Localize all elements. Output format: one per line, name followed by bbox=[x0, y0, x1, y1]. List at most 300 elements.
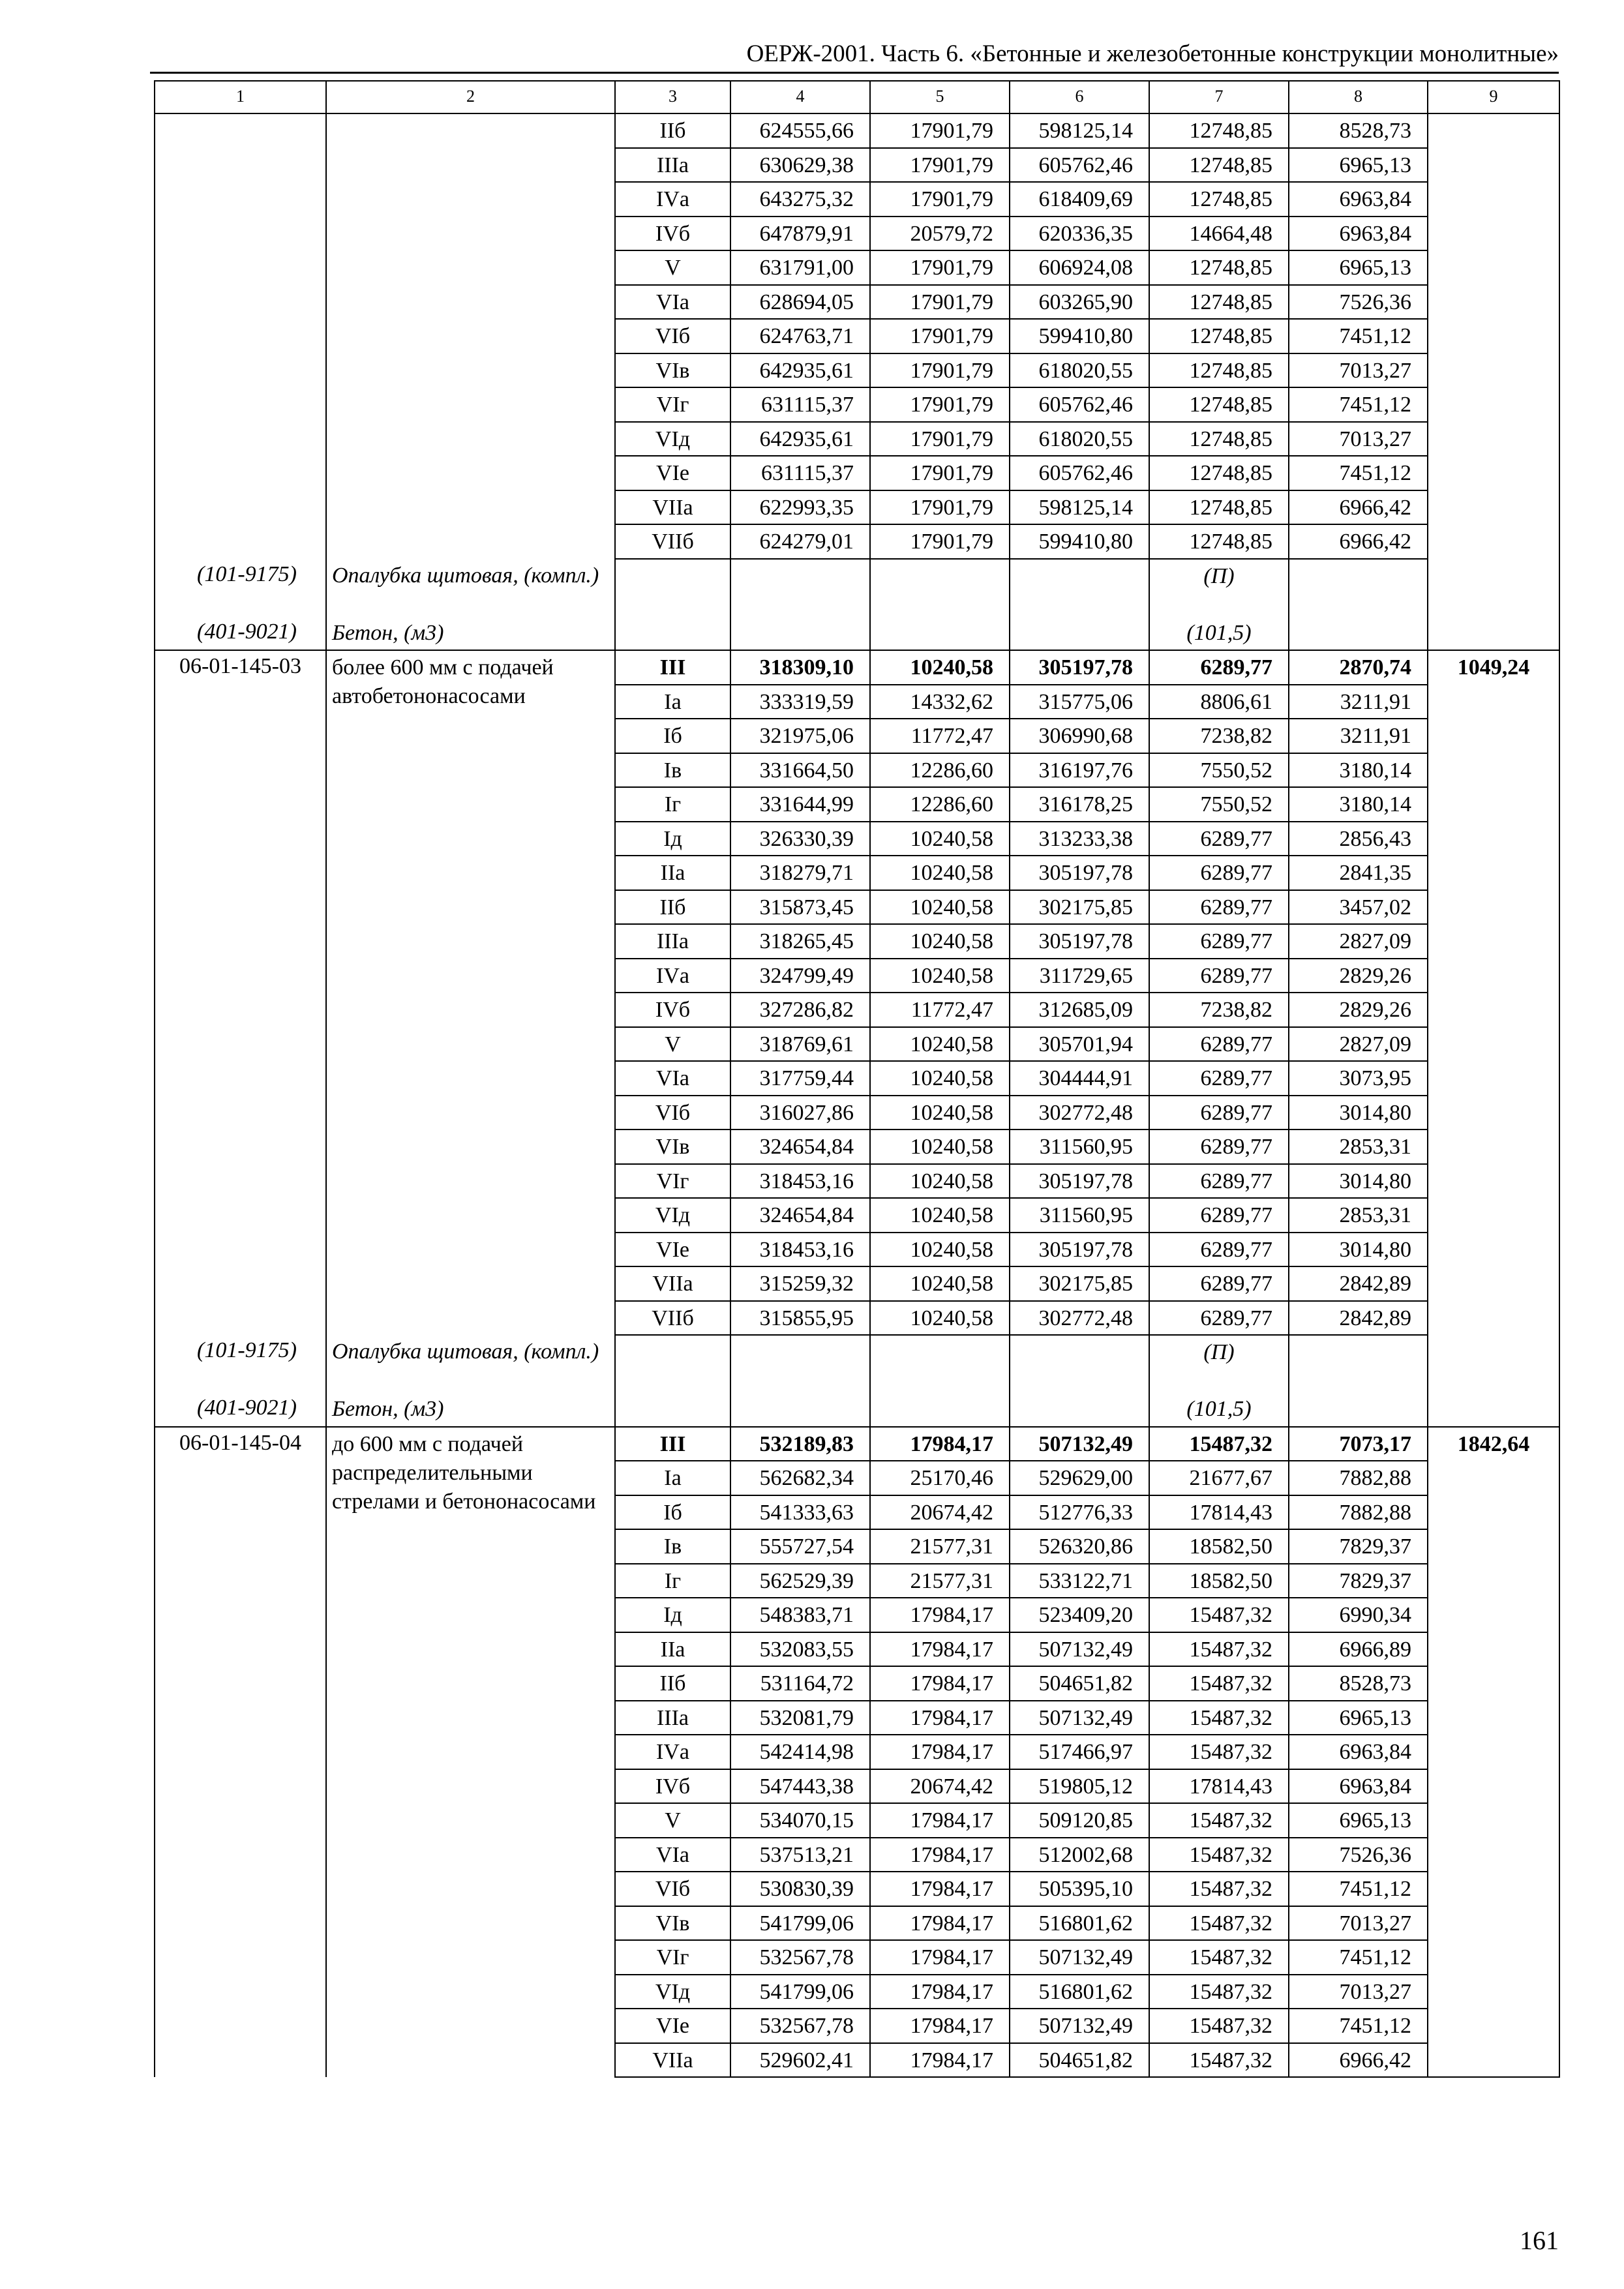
value-cell: 7526,36 bbox=[1289, 1838, 1428, 1872]
value-cell: 15487,32 bbox=[1149, 1735, 1289, 1769]
zone-cell: V bbox=[615, 1027, 730, 1062]
value-cell: 10240,58 bbox=[870, 1198, 1010, 1233]
value-cell: 622993,35 bbox=[730, 490, 870, 525]
value-cell: 17984,17 bbox=[870, 2043, 1010, 2078]
zone-cell: Iв bbox=[615, 1529, 730, 1564]
value-cell: 20674,42 bbox=[870, 1769, 1010, 1804]
value-cell: 533122,71 bbox=[1010, 1564, 1149, 1598]
formwork-code: (101-9175) bbox=[155, 1335, 326, 1392]
zone-cell: IVа bbox=[615, 1735, 730, 1769]
value-cell: 317759,44 bbox=[730, 1061, 870, 1096]
value-cell: 7882,88 bbox=[1289, 1495, 1428, 1530]
value-cell: 305701,94 bbox=[1010, 1027, 1149, 1062]
column-number: 4 bbox=[730, 81, 870, 113]
value-cell: 3014,80 bbox=[1289, 1096, 1428, 1130]
value-cell: 10240,58 bbox=[870, 822, 1010, 856]
value-cell: 17901,79 bbox=[870, 387, 1010, 422]
value-cell: 618409,69 bbox=[1010, 182, 1149, 217]
value-cell: 17984,17 bbox=[870, 1632, 1010, 1667]
zone-cell: VIа bbox=[615, 285, 730, 320]
formwork-quantity: (П) bbox=[1149, 559, 1289, 616]
value-cell: 529602,41 bbox=[730, 2043, 870, 2078]
value-cell: 3211,91 bbox=[1289, 719, 1428, 753]
value-cell: 17901,79 bbox=[870, 353, 1010, 388]
value-cell: 599410,80 bbox=[1010, 524, 1149, 559]
zone-cell: VIб bbox=[615, 1872, 730, 1906]
zone-cell: IIб bbox=[615, 1666, 730, 1701]
empty-cell bbox=[870, 1392, 1010, 1427]
value-cell: 3180,14 bbox=[1289, 753, 1428, 788]
value-cell: 315259,32 bbox=[730, 1266, 870, 1301]
value-cell: 6289,77 bbox=[1149, 856, 1289, 890]
value-cell: 598125,14 bbox=[1010, 113, 1149, 148]
rate-code: 06-01-145-03 bbox=[155, 650, 326, 1335]
value-cell: 302772,48 bbox=[1010, 1096, 1149, 1130]
value-cell: 12748,85 bbox=[1149, 319, 1289, 353]
zone-cell: VIа bbox=[615, 1061, 730, 1096]
value-cell: 324799,49 bbox=[730, 959, 870, 993]
value-cell: 17984,17 bbox=[870, 1701, 1010, 1735]
value-cell: 6990,34 bbox=[1289, 1598, 1428, 1632]
value-cell: 318769,61 bbox=[730, 1027, 870, 1062]
zone-cell: Iа bbox=[615, 1461, 730, 1495]
zone-cell: IIIа bbox=[615, 1701, 730, 1735]
value-cell: 17901,79 bbox=[870, 148, 1010, 183]
empty-cell bbox=[730, 616, 870, 651]
value-cell: 620336,35 bbox=[1010, 217, 1149, 251]
value-cell: 6289,77 bbox=[1149, 1233, 1289, 1267]
zone-cell: Iб bbox=[615, 719, 730, 753]
value-cell: 562529,39 bbox=[730, 1564, 870, 1598]
value-cell: 507132,49 bbox=[1010, 1427, 1149, 1461]
formwork-resource-row bbox=[155, 559, 1559, 616]
value-cell: 7013,27 bbox=[1289, 1975, 1428, 2009]
value-cell: 15487,32 bbox=[1149, 1906, 1289, 1941]
value-cell: 17901,79 bbox=[870, 524, 1010, 559]
value-cell: 311560,95 bbox=[1010, 1130, 1149, 1164]
formwork-code: (101-9175) bbox=[155, 559, 326, 616]
value-cell: 6966,42 bbox=[1289, 524, 1428, 559]
concrete-quantity: (101,5) bbox=[1149, 616, 1289, 651]
value-cell: 318453,16 bbox=[730, 1164, 870, 1199]
formwork-name: Опалубка щитовая, (компл.) bbox=[326, 559, 615, 616]
value-cell: 10240,58 bbox=[870, 1027, 1010, 1062]
value-cell: 12748,85 bbox=[1149, 387, 1289, 422]
value-cell: 17984,17 bbox=[870, 1735, 1010, 1769]
rate-description: более 600 мм с подачей автобетононасосами bbox=[326, 650, 615, 1335]
empty-cell bbox=[615, 616, 730, 651]
value-cell: 630629,38 bbox=[730, 148, 870, 183]
rate-row bbox=[155, 1427, 1559, 1461]
value-cell: 7526,36 bbox=[1289, 285, 1428, 320]
value-cell: 10240,58 bbox=[870, 1164, 1010, 1199]
value-cell: 20579,72 bbox=[870, 217, 1010, 251]
rate-row bbox=[155, 650, 1559, 685]
value-cell: 14664,48 bbox=[1149, 217, 1289, 251]
value-cell: 15487,32 bbox=[1149, 1701, 1289, 1735]
column-number: 6 bbox=[1010, 81, 1149, 113]
value-cell: 15487,32 bbox=[1149, 1427, 1289, 1461]
value-cell: 17984,17 bbox=[870, 1803, 1010, 1838]
value-cell: 548383,71 bbox=[730, 1598, 870, 1632]
value-cell: 10240,58 bbox=[870, 650, 1010, 685]
value-cell: 647879,91 bbox=[730, 217, 870, 251]
value-cell: 17901,79 bbox=[870, 319, 1010, 353]
empty-cell bbox=[870, 559, 1010, 616]
value-cell: 7451,12 bbox=[1289, 319, 1428, 353]
zone-cell: IIа bbox=[615, 1632, 730, 1667]
value-cell: 305197,78 bbox=[1010, 856, 1149, 890]
value-cell: 6289,77 bbox=[1149, 1130, 1289, 1164]
empty-cell bbox=[615, 1335, 730, 1392]
value-cell: 2827,09 bbox=[1289, 1027, 1428, 1062]
value-cell: 12748,85 bbox=[1149, 456, 1289, 490]
value-cell: 6965,13 bbox=[1289, 250, 1428, 285]
value-cell: 316197,76 bbox=[1010, 753, 1149, 788]
value-cell: 541799,06 bbox=[730, 1906, 870, 1941]
value-cell: 532081,79 bbox=[730, 1701, 870, 1735]
value-cell: 2842,89 bbox=[1289, 1266, 1428, 1301]
value-cell: 17814,43 bbox=[1149, 1495, 1289, 1530]
value-cell: 2829,26 bbox=[1289, 959, 1428, 993]
value-cell: 643275,32 bbox=[730, 182, 870, 217]
value-cell: 10240,58 bbox=[870, 1266, 1010, 1301]
concrete-code: (401-9021) bbox=[155, 616, 326, 651]
value-cell: 624763,71 bbox=[730, 319, 870, 353]
concrete-name: Бетон, (м3) bbox=[326, 1392, 615, 1427]
zone-cell: IVб bbox=[615, 217, 730, 251]
value-cell: 3180,14 bbox=[1289, 787, 1428, 822]
value-cell: 504651,82 bbox=[1010, 1666, 1149, 1701]
value-cell: 302772,48 bbox=[1010, 1301, 1149, 1336]
price-table-body bbox=[155, 81, 1559, 2077]
value-cell: 312685,09 bbox=[1010, 993, 1149, 1027]
value-cell: 17901,79 bbox=[870, 456, 1010, 490]
value-cell: 318265,45 bbox=[730, 924, 870, 959]
zone-cell: VIг bbox=[615, 387, 730, 422]
value-cell: 599410,80 bbox=[1010, 319, 1149, 353]
value-cell: 15487,32 bbox=[1149, 1666, 1289, 1701]
value-cell: 15487,32 bbox=[1149, 1975, 1289, 2009]
value-cell: 315873,45 bbox=[730, 890, 870, 925]
value-cell: 8528,73 bbox=[1289, 1666, 1428, 1701]
value-cell: 305197,78 bbox=[1010, 924, 1149, 959]
value-cell: 321975,06 bbox=[730, 719, 870, 753]
value-cell: 507132,49 bbox=[1010, 1632, 1149, 1667]
value-cell: 6966,89 bbox=[1289, 1632, 1428, 1667]
value-cell: 7238,82 bbox=[1149, 993, 1289, 1027]
value-cell: 516801,62 bbox=[1010, 1906, 1149, 1941]
zone-cell: VIIб bbox=[615, 524, 730, 559]
value-cell: 12748,85 bbox=[1149, 113, 1289, 148]
value-cell: 12748,85 bbox=[1149, 250, 1289, 285]
value-cell: 15487,32 bbox=[1149, 1632, 1289, 1667]
value-cell: 331664,50 bbox=[730, 753, 870, 788]
zone-cell: VIIа bbox=[615, 1266, 730, 1301]
value-cell: 547443,38 bbox=[730, 1769, 870, 1804]
concrete-resource-row bbox=[155, 1392, 1559, 1427]
price-table bbox=[154, 80, 1560, 2078]
value-cell: 532083,55 bbox=[730, 1632, 870, 1667]
zone-cell: Iб bbox=[615, 1495, 730, 1530]
value-cell: 18582,50 bbox=[1149, 1564, 1289, 1598]
value-cell: 17984,17 bbox=[870, 1666, 1010, 1701]
value-cell: 333319,59 bbox=[730, 685, 870, 719]
rate-description-cell bbox=[326, 113, 615, 559]
value-cell: 3014,80 bbox=[1289, 1164, 1428, 1199]
zone-cell: VIг bbox=[615, 1164, 730, 1199]
value-cell: 6289,77 bbox=[1149, 924, 1289, 959]
concrete-quantity: (101,5) bbox=[1149, 1392, 1289, 1427]
zone-cell: VIб bbox=[615, 319, 730, 353]
value-cell: 512002,68 bbox=[1010, 1838, 1149, 1872]
value-cell: 6289,77 bbox=[1149, 1266, 1289, 1301]
zone-cell: V bbox=[615, 250, 730, 285]
formwork-name: Опалубка щитовая, (компл.) bbox=[326, 1335, 615, 1392]
value-cell: 507132,49 bbox=[1010, 2009, 1149, 2043]
value-cell: 507132,49 bbox=[1010, 1940, 1149, 1975]
value-cell: 6289,77 bbox=[1149, 822, 1289, 856]
value-cell: 6965,13 bbox=[1289, 1701, 1428, 1735]
empty-cell bbox=[1010, 1392, 1149, 1427]
value-cell: 532567,78 bbox=[730, 2009, 870, 2043]
column-number-row bbox=[155, 81, 1559, 113]
empty-cell bbox=[870, 1335, 1010, 1392]
value-cell: 6289,77 bbox=[1149, 1027, 1289, 1062]
zone-cell: IIIа bbox=[615, 924, 730, 959]
value-cell: 2853,31 bbox=[1289, 1198, 1428, 1233]
empty-cell bbox=[1010, 1335, 1149, 1392]
empty-cell bbox=[730, 1335, 870, 1392]
value-cell: 17984,17 bbox=[870, 1975, 1010, 2009]
value-cell: 606924,08 bbox=[1010, 250, 1149, 285]
value-cell: 534070,15 bbox=[730, 1803, 870, 1838]
zone-cell: VIв bbox=[615, 1130, 730, 1164]
zone-cell: VIIб bbox=[615, 1301, 730, 1336]
concrete-name: Бетон, (м3) bbox=[326, 616, 615, 651]
value-cell: 555727,54 bbox=[730, 1529, 870, 1564]
zone-cell: IIа bbox=[615, 856, 730, 890]
empty-cell bbox=[870, 616, 1010, 651]
value-cell: 10240,58 bbox=[870, 1130, 1010, 1164]
zone-cell: Iа bbox=[615, 685, 730, 719]
value-cell: 21677,67 bbox=[1149, 1461, 1289, 1495]
value-cell: 324654,84 bbox=[730, 1198, 870, 1233]
value-cell: 631115,37 bbox=[730, 387, 870, 422]
rate-code-cell bbox=[155, 113, 326, 559]
value-cell: 512776,33 bbox=[1010, 1495, 1149, 1530]
value-cell: 642935,61 bbox=[730, 353, 870, 388]
value-cell: 605762,46 bbox=[1010, 387, 1149, 422]
zone-cell: VIд bbox=[615, 1198, 730, 1233]
value-cell: 25170,46 bbox=[870, 1461, 1010, 1495]
value-cell: 2841,35 bbox=[1289, 856, 1428, 890]
value-cell: 10240,58 bbox=[870, 1096, 1010, 1130]
value-cell: 2827,09 bbox=[1289, 924, 1428, 959]
value-cell: 20674,42 bbox=[870, 1495, 1010, 1530]
value-cell: 12286,60 bbox=[870, 787, 1010, 822]
zone-cell: IVб bbox=[615, 993, 730, 1027]
empty-cell bbox=[1010, 559, 1149, 616]
value-cell: 10240,58 bbox=[870, 1233, 1010, 1267]
formwork-resource-row bbox=[155, 1335, 1559, 1392]
value-cell: 326330,39 bbox=[730, 822, 870, 856]
empty-cell bbox=[1010, 616, 1149, 651]
value-cell: 2842,89 bbox=[1289, 1301, 1428, 1336]
value-cell: 17984,17 bbox=[870, 1427, 1010, 1461]
value-cell: 530830,39 bbox=[730, 1872, 870, 1906]
value-cell: 6965,13 bbox=[1289, 148, 1428, 183]
value-cell: 6289,77 bbox=[1149, 1061, 1289, 1096]
zone-cell: VIд bbox=[615, 1975, 730, 2009]
concrete-code: (401-9021) bbox=[155, 1392, 326, 1427]
value-cell: 2853,31 bbox=[1289, 1130, 1428, 1164]
value-cell: 3014,80 bbox=[1289, 1233, 1428, 1267]
value-cell: 541333,63 bbox=[730, 1495, 870, 1530]
document-header: ОЕРЖ-2001. Часть 6. «Бетонные и железобетонные конструкции монолитные» bbox=[746, 40, 1559, 67]
value-cell: 12286,60 bbox=[870, 753, 1010, 788]
value-cell: 6289,77 bbox=[1149, 959, 1289, 993]
value-cell: 605762,46 bbox=[1010, 456, 1149, 490]
zone-cell: Iг bbox=[615, 787, 730, 822]
value-cell: 6963,84 bbox=[1289, 1769, 1428, 1804]
value-cell: 507132,49 bbox=[1010, 1701, 1149, 1735]
value-cell: 10240,58 bbox=[870, 1301, 1010, 1336]
value-cell: 6289,77 bbox=[1149, 650, 1289, 685]
value-cell: 12748,85 bbox=[1149, 285, 1289, 320]
value-cell: 6965,13 bbox=[1289, 1803, 1428, 1838]
value-cell: 541799,06 bbox=[730, 1975, 870, 2009]
value-cell: 628694,05 bbox=[730, 285, 870, 320]
zone-cell: VIе bbox=[615, 2009, 730, 2043]
value-cell: 15487,32 bbox=[1149, 1598, 1289, 1632]
value-cell: 523409,20 bbox=[1010, 1598, 1149, 1632]
value-cell: 304444,91 bbox=[1010, 1061, 1149, 1096]
column-number: 7 bbox=[1149, 81, 1289, 113]
value-cell: 2856,43 bbox=[1289, 822, 1428, 856]
value-cell: 7451,12 bbox=[1289, 2009, 1428, 2043]
value-cell: 15487,32 bbox=[1149, 2043, 1289, 2078]
zone-cell: VIд bbox=[615, 422, 730, 456]
value-cell: 529629,00 bbox=[1010, 1461, 1149, 1495]
zone-cell: Iд bbox=[615, 1598, 730, 1632]
value-cell: 7451,12 bbox=[1289, 1940, 1428, 1975]
value-cell: 509120,85 bbox=[1010, 1803, 1149, 1838]
empty-cell bbox=[615, 1392, 730, 1427]
zone-cell: VIг bbox=[615, 1940, 730, 1975]
zone-cell: VIIа bbox=[615, 490, 730, 525]
value-cell: 14332,62 bbox=[870, 685, 1010, 719]
zone-cell: VIв bbox=[615, 353, 730, 388]
value-cell: 542414,98 bbox=[730, 1735, 870, 1769]
rate-description: до 600 мм с подачей распределительными стрелами и бетононасосами bbox=[326, 1427, 615, 2078]
value-cell: 316178,25 bbox=[1010, 787, 1149, 822]
column-number: 8 bbox=[1289, 81, 1428, 113]
column-number: 1 bbox=[155, 81, 326, 113]
value-cell: 6963,84 bbox=[1289, 182, 1428, 217]
value-cell: 7829,37 bbox=[1289, 1529, 1428, 1564]
rate-code: 06-01-145-04 bbox=[155, 1427, 326, 2078]
zone-cell: V bbox=[615, 1803, 730, 1838]
zone-cell: VIе bbox=[615, 456, 730, 490]
value-cell: 17901,79 bbox=[870, 182, 1010, 217]
zone-cell: Iд bbox=[615, 822, 730, 856]
value-cell: 10240,58 bbox=[870, 1061, 1010, 1096]
value-cell: 2829,26 bbox=[1289, 993, 1428, 1027]
value-cell: 3457,02 bbox=[1289, 890, 1428, 925]
value-cell: 517466,97 bbox=[1010, 1735, 1149, 1769]
value-cell: 12748,85 bbox=[1149, 182, 1289, 217]
formwork-quantity: (П) bbox=[1149, 1335, 1289, 1392]
value-cell: 12748,85 bbox=[1149, 490, 1289, 525]
zone-cell: Iв bbox=[615, 753, 730, 788]
value-cell: 7013,27 bbox=[1289, 353, 1428, 388]
value-cell: 15487,32 bbox=[1149, 1872, 1289, 1906]
value-cell: 305197,78 bbox=[1010, 1164, 1149, 1199]
value-cell: 537513,21 bbox=[730, 1838, 870, 1872]
column-number: 2 bbox=[326, 81, 615, 113]
value-cell: 12748,85 bbox=[1149, 422, 1289, 456]
value-cell: 8528,73 bbox=[1289, 113, 1428, 148]
value-cell: 7829,37 bbox=[1289, 1564, 1428, 1598]
value-cell: 15487,32 bbox=[1149, 1838, 1289, 1872]
value-cell: 10240,58 bbox=[870, 856, 1010, 890]
column-number: 3 bbox=[615, 81, 730, 113]
value-cell: 7073,17 bbox=[1289, 1427, 1428, 1461]
zone-cell: VIе bbox=[615, 1233, 730, 1267]
value-cell: 17901,79 bbox=[870, 422, 1010, 456]
header-rule bbox=[150, 72, 1559, 74]
value-cell: 17984,17 bbox=[870, 1872, 1010, 1906]
zone-cell: VIб bbox=[615, 1096, 730, 1130]
zone-cell: IVа bbox=[615, 182, 730, 217]
zone-cell: IIIа bbox=[615, 148, 730, 183]
value-cell: 318453,16 bbox=[730, 1233, 870, 1267]
zone-cell: III bbox=[615, 650, 730, 685]
zone-cell: VIв bbox=[615, 1906, 730, 1941]
value-cell: 7451,12 bbox=[1289, 387, 1428, 422]
value-cell: 603265,90 bbox=[1010, 285, 1149, 320]
value-cell: 516801,62 bbox=[1010, 1975, 1149, 2009]
value-cell: 17901,79 bbox=[870, 490, 1010, 525]
labor-cell: 1842,64 bbox=[1428, 1427, 1559, 2078]
empty-cell bbox=[730, 559, 870, 616]
value-cell: 6289,77 bbox=[1149, 890, 1289, 925]
value-cell: 17901,79 bbox=[870, 250, 1010, 285]
value-cell: 311560,95 bbox=[1010, 1198, 1149, 1233]
labor-cell: 1049,24 bbox=[1428, 650, 1559, 1427]
zone-cell: VIа bbox=[615, 1838, 730, 1872]
value-cell: 7013,27 bbox=[1289, 1906, 1428, 1941]
column-number: 9 bbox=[1428, 81, 1559, 113]
column-number: 5 bbox=[870, 81, 1010, 113]
rate-row bbox=[155, 113, 1559, 148]
concrete-resource-row bbox=[155, 616, 1559, 651]
value-cell: 7238,82 bbox=[1149, 719, 1289, 753]
value-cell: 6963,84 bbox=[1289, 217, 1428, 251]
value-cell: 17984,17 bbox=[870, 1906, 1010, 1941]
value-cell: 17984,17 bbox=[870, 2009, 1010, 2043]
value-cell: 6289,77 bbox=[1149, 1301, 1289, 1336]
value-cell: 12748,85 bbox=[1149, 148, 1289, 183]
value-cell: 7013,27 bbox=[1289, 422, 1428, 456]
value-cell: 318309,10 bbox=[730, 650, 870, 685]
value-cell: 504651,82 bbox=[1010, 2043, 1149, 2078]
value-cell: 305197,78 bbox=[1010, 650, 1149, 685]
value-cell: 605762,46 bbox=[1010, 148, 1149, 183]
value-cell: 10240,58 bbox=[870, 924, 1010, 959]
value-cell: 532567,78 bbox=[730, 1940, 870, 1975]
